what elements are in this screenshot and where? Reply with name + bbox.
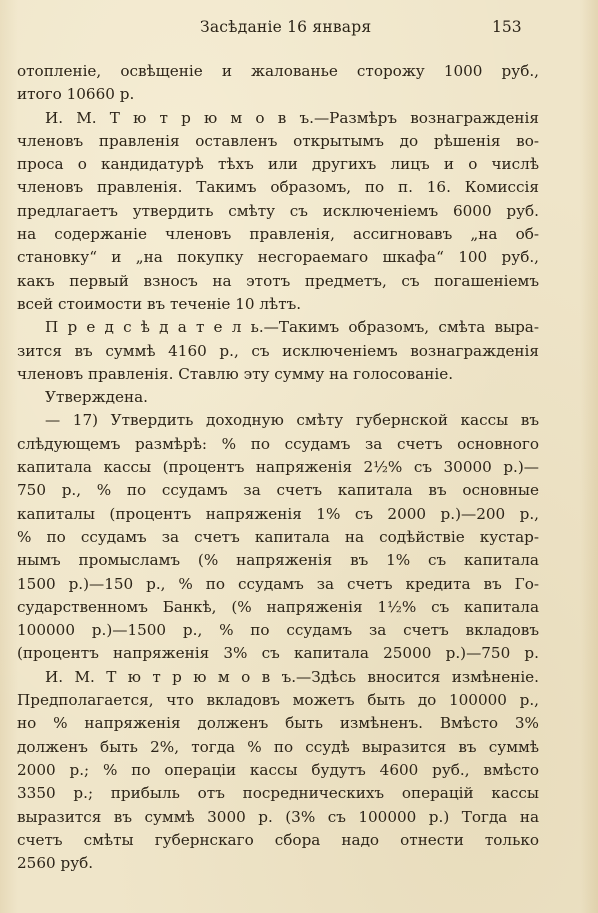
text-line: членовъ правленія оставленъ открытымъ до рѣшенія во- — [17, 131, 539, 150]
text-line: но % напряженія долженъ быть измѣненъ. Вмѣсто 3% — [17, 714, 539, 733]
text-line: становку“ и „на покупку несгораемаго шкафа“ 100 руб., — [17, 248, 539, 267]
text-line: 2000 р.; % по операціи кассы будутъ 4600 руб., вмѣсто — [17, 760, 539, 779]
text-line: итого 10660 р. — [17, 85, 135, 104]
text-line: капиталы (процентъ напряженія 1% съ 2000 р.)—200 р., — [17, 504, 539, 523]
text-line: проса о кандидатурѣ тѣхъ или другихъ лицъ и о числѣ — [17, 155, 539, 174]
page-header — [0, 18, 598, 46]
text-line: зится въ суммѣ 4160 р., съ исключеніемъ вознагражденія — [17, 341, 539, 360]
page-number: 153 — [492, 18, 522, 36]
text-line: предлагаетъ утвердить смѣту съ исключеніемъ 6000 руб. — [17, 201, 539, 220]
text-line: на содержаніе членовъ правленія, ассигновавъ „на об- — [17, 225, 539, 244]
text-line: 1500 р.)—150 р., % по ссудамъ за счетъ кредита въ Го- — [17, 574, 539, 593]
text-line: членовъ правленія. Такимъ образомъ, по п. 16. Комиссія — [17, 178, 539, 197]
text-line: % по ссудамъ за счетъ капитала на содѣйствіе кустар- — [17, 527, 539, 546]
text-line: сударственномъ Банкѣ, (% напряженія 1½% съ капитала — [17, 597, 539, 616]
text-line: 2560 руб. — [17, 854, 94, 873]
text-line: И. М. Т ю т р ю м о в ъ.—Здѣсь вносится измѣненіе. — [45, 667, 539, 686]
text-line: И. М. Т ю т р ю м о в ъ.—Размѣръ вознагражденія — [45, 108, 539, 127]
text-line: (процентъ напряженія 3% съ капитала 25000 р.)—750 р. — [17, 644, 539, 663]
text-line: Предполагается, что вкладовъ можетъ быть до 100000 р., — [17, 691, 539, 710]
text-line: всей стоимости въ теченіе 10 лѣтъ. — [17, 294, 302, 313]
text-line: 100000 р.)—1500 р., % по ссудамъ за счетъ вкладовъ — [17, 621, 539, 640]
text-line: выразится въ суммѣ 3000 р. (3% съ 100000 р.) Тогда на — [17, 807, 539, 826]
text-line: Утверждена. — [45, 388, 148, 407]
text-line: слѣдующемъ размѣрѣ: % по ссудамъ за счетъ основного — [17, 434, 539, 453]
text-line: 3350 р.; прибыль отъ посредническихъ операцій кассы — [17, 784, 539, 803]
running-head: Засѣданіе 16 января — [200, 18, 372, 36]
text-line: долженъ быть 2%, тогда % по ссудѣ выразится въ суммѣ — [17, 737, 539, 756]
page-body — [17, 60, 539, 875]
text-line: отопленіе, освѣщеніе и жалованье сторожу 1000 руб., — [17, 62, 539, 80]
text-line: — 17) Утвердить доходную смѣту губернской кассы въ — [45, 411, 539, 430]
text-line: членовъ правленія. Ставлю эту сумму на голосованіе. — [17, 364, 454, 383]
text-line: счетъ смѣты губернскаго сбора надо отнести только — [17, 830, 539, 849]
text-line: 750 р., % по ссудамъ за счетъ капитала въ основные — [17, 481, 539, 500]
text-line: нымъ промысламъ (% напряженія въ 1% съ капитала — [17, 551, 539, 570]
text-line: какъ первый взносъ на этотъ предметъ, съ погашеніемъ — [17, 271, 539, 290]
text-line: П р е д с ѣ д а т е л ь.—Такимъ образомъ, смѣта выра- — [45, 318, 539, 337]
text-line: капитала кассы (процентъ напряженія 2½% съ 30000 р.)— — [17, 458, 539, 477]
